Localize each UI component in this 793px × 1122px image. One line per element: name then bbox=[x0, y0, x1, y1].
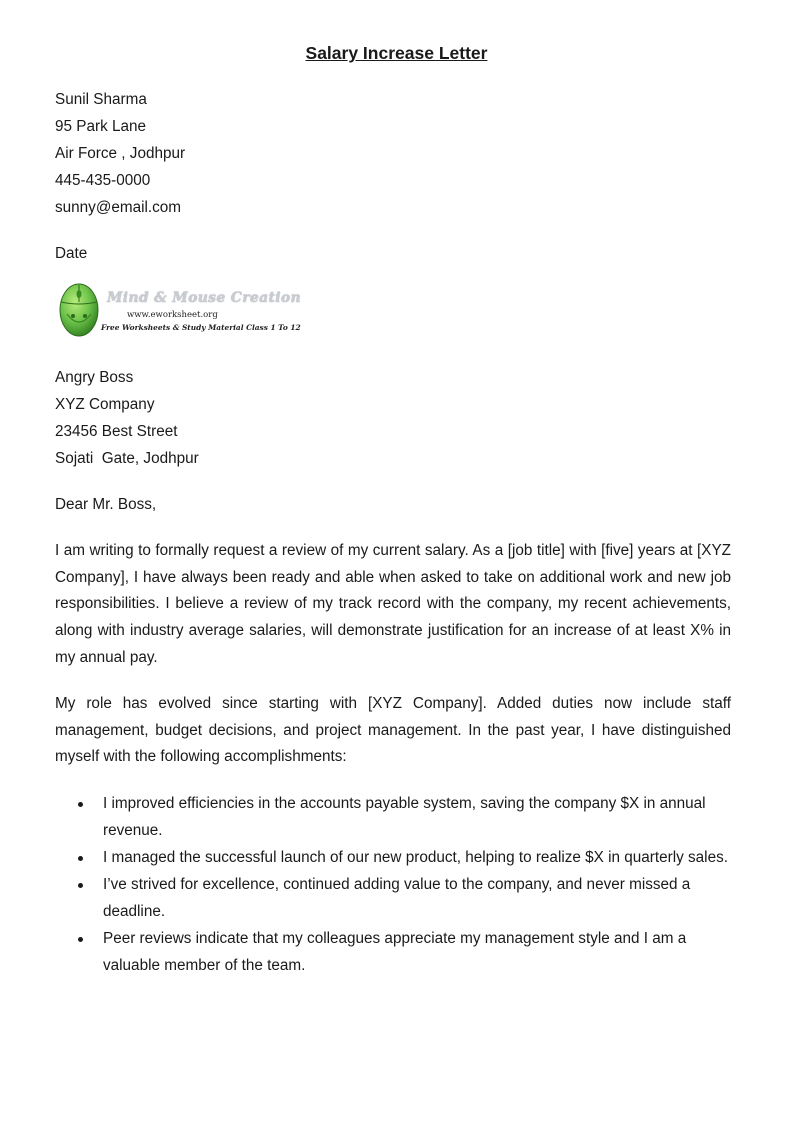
recipient-address-block bbox=[55, 364, 731, 472]
recipient-name: Angry Boss bbox=[55, 369, 134, 386]
sender-name: Sunil Sharma bbox=[55, 91, 147, 108]
list-item bbox=[55, 791, 731, 844]
sender-address-block bbox=[55, 86, 731, 221]
recipient-company: XYZ Company bbox=[55, 396, 155, 413]
list-item bbox=[55, 845, 731, 872]
list-item-text: I managed the successful launch of our new product, helping to realize $X in quarterly sales. bbox=[103, 848, 728, 866]
watermark-logo bbox=[57, 280, 307, 340]
letter-title: Salary Increase Letter bbox=[305, 43, 488, 63]
list-item bbox=[55, 926, 731, 979]
sender-email: sunny@email.com bbox=[55, 199, 182, 216]
sender-phone: 445-435-0000 bbox=[55, 172, 151, 189]
accomplishments-list bbox=[55, 791, 731, 980]
sender-address-line-2: Air Force , Jodhpur bbox=[55, 145, 186, 162]
green-mouse-icon bbox=[57, 280, 101, 338]
bullet-icon bbox=[78, 856, 83, 861]
date-block bbox=[55, 240, 731, 267]
salutation: Dear Mr. Boss, bbox=[55, 496, 157, 513]
list-item-text: I’ve strived for excellence, continued adding value to the company, and never missed a deadline. bbox=[103, 876, 691, 920]
sender-address-line-1: 95 Park Lane bbox=[55, 118, 146, 135]
bullet-icon bbox=[78, 883, 83, 888]
bullet-icon bbox=[78, 802, 83, 807]
recipient-address-line-1: 23456 Best Street bbox=[55, 423, 178, 440]
logo-name: Mind & Mouse Creation bbox=[107, 290, 301, 306]
list-item-text: I improved efficiencies in the accounts payable system, saving the company $X in annual revenue. bbox=[103, 795, 706, 839]
body-paragraph-2: My role has evolved since starting with [XYZ Company]. Added duties now include staff management, budget decisions, and project management. In the past year, I have distinguished myself with the following accomplishments: bbox=[55, 695, 731, 766]
salutation-block bbox=[55, 491, 731, 518]
recipient-address-line-2: Sojati Gate, Jodhpur bbox=[55, 450, 199, 467]
date-label: Date bbox=[55, 245, 88, 262]
logo-url: www.eworksheet.org bbox=[127, 310, 218, 320]
bullet-icon bbox=[78, 937, 83, 942]
list-item bbox=[55, 872, 731, 925]
list-item-text: Peer reviews indicate that my colleagues appreciate my management style and I am a valuable member of the team. bbox=[103, 930, 687, 974]
body-paragraph-1: I am writing to formally request a review of my current salary. As a [job title] with [five] years at [XYZ Company], I have always been ready and able when asked to take on additional work and new job responsibilities. I believe a review of my track record with the company, my recent achievements, along with industry average salaries, will demonstrate justification for an increase of at least X% in my annual pay. bbox=[55, 542, 731, 666]
logo-tagline: Free Worksheets & Study Material Class 1 To 12 bbox=[101, 323, 301, 332]
